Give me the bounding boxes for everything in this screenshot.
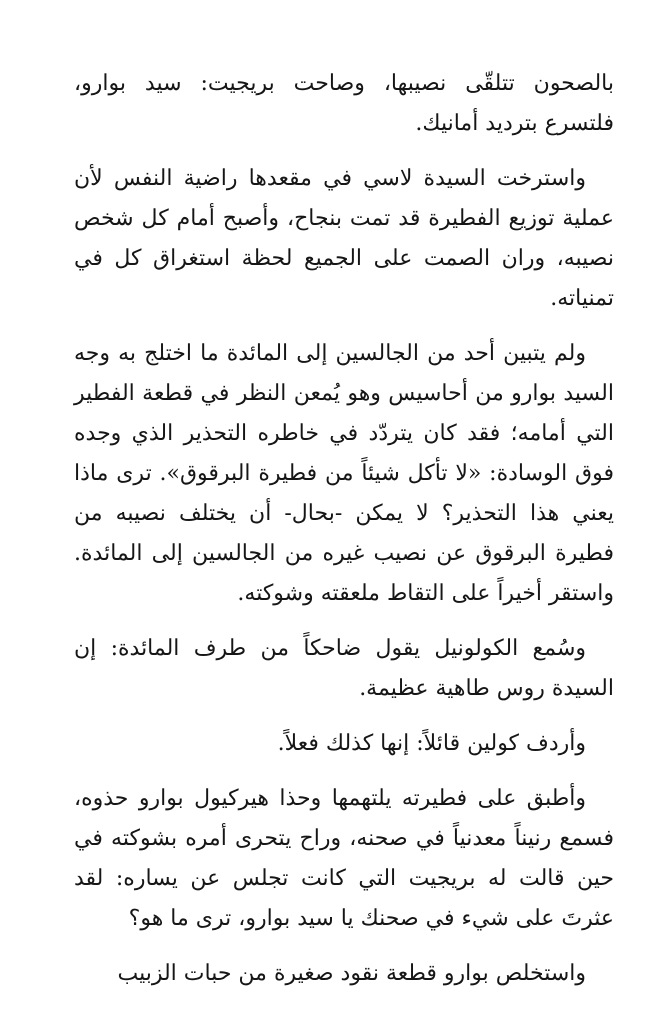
paragraph-5: وأردف كولين قائلاً: إنها كذلك فعلاً.	[277, 731, 586, 756]
paragraph-3: ولم يتبين أحد من الجالسين إلى المائدة ما اختلج به وجه السيد بوارو من أحاسيس وهو يُمعن النظر في قطعة الفطير التي أمامه؛ فقد كان يتردّد في خاطره التحذير الذي وجده فوق الوسادة: «لا تأكل شيئاً من فطيرة البرقوق». ترى ماذا يعني هذا التحذير؟ لا يمكن -بحال- أن يختلف نصيبه من فطيرة البرقوق عن نصيب غيره من الجالسين إلى المائدة. واستقر أخيراً على التقاط ملعقته وشوكته.	[74, 341, 614, 606]
paragraph-2: واسترخت السيدة لاسي في مقعدها راضية النفس لأن عملية توزيع الفطيرة قد تمت بنجاح، وأصبح أمام كل شخص نصيبه، وران الصمت على الجميع لحظة استغراق كل في تمنياته.	[74, 166, 614, 311]
paragraph-4: وسُمع الكولونيل يقول ضاحكاً من طرف المائدة: إن السيدة روس طاهية عظيمة.	[74, 636, 614, 701]
paragraph-6: وأطبق على فطيرته يلتهمها وحذا هيركيول بوارو حذوه، فسمع رنيناً معدنياً في صحنه، وراح يتحرى أمره بشوكته في حين قالت له بريجيت التي كانت تجلس عن يساره: لقد عثرتَ على شيء في صحنك يا سيد بوارو، ترى ما هو؟	[74, 786, 614, 931]
book-page-text	[74, 64, 614, 1009]
paragraph-1: بالصحون تتلقّى نصيبها، وصاحت بريجيت: سيد بوارو، فلتسرع بترديد أمانيك.	[74, 71, 614, 136]
paragraph-7: واستخلص بوارو قطعة نقود صغيرة من حبات الزبيب	[117, 961, 586, 986]
